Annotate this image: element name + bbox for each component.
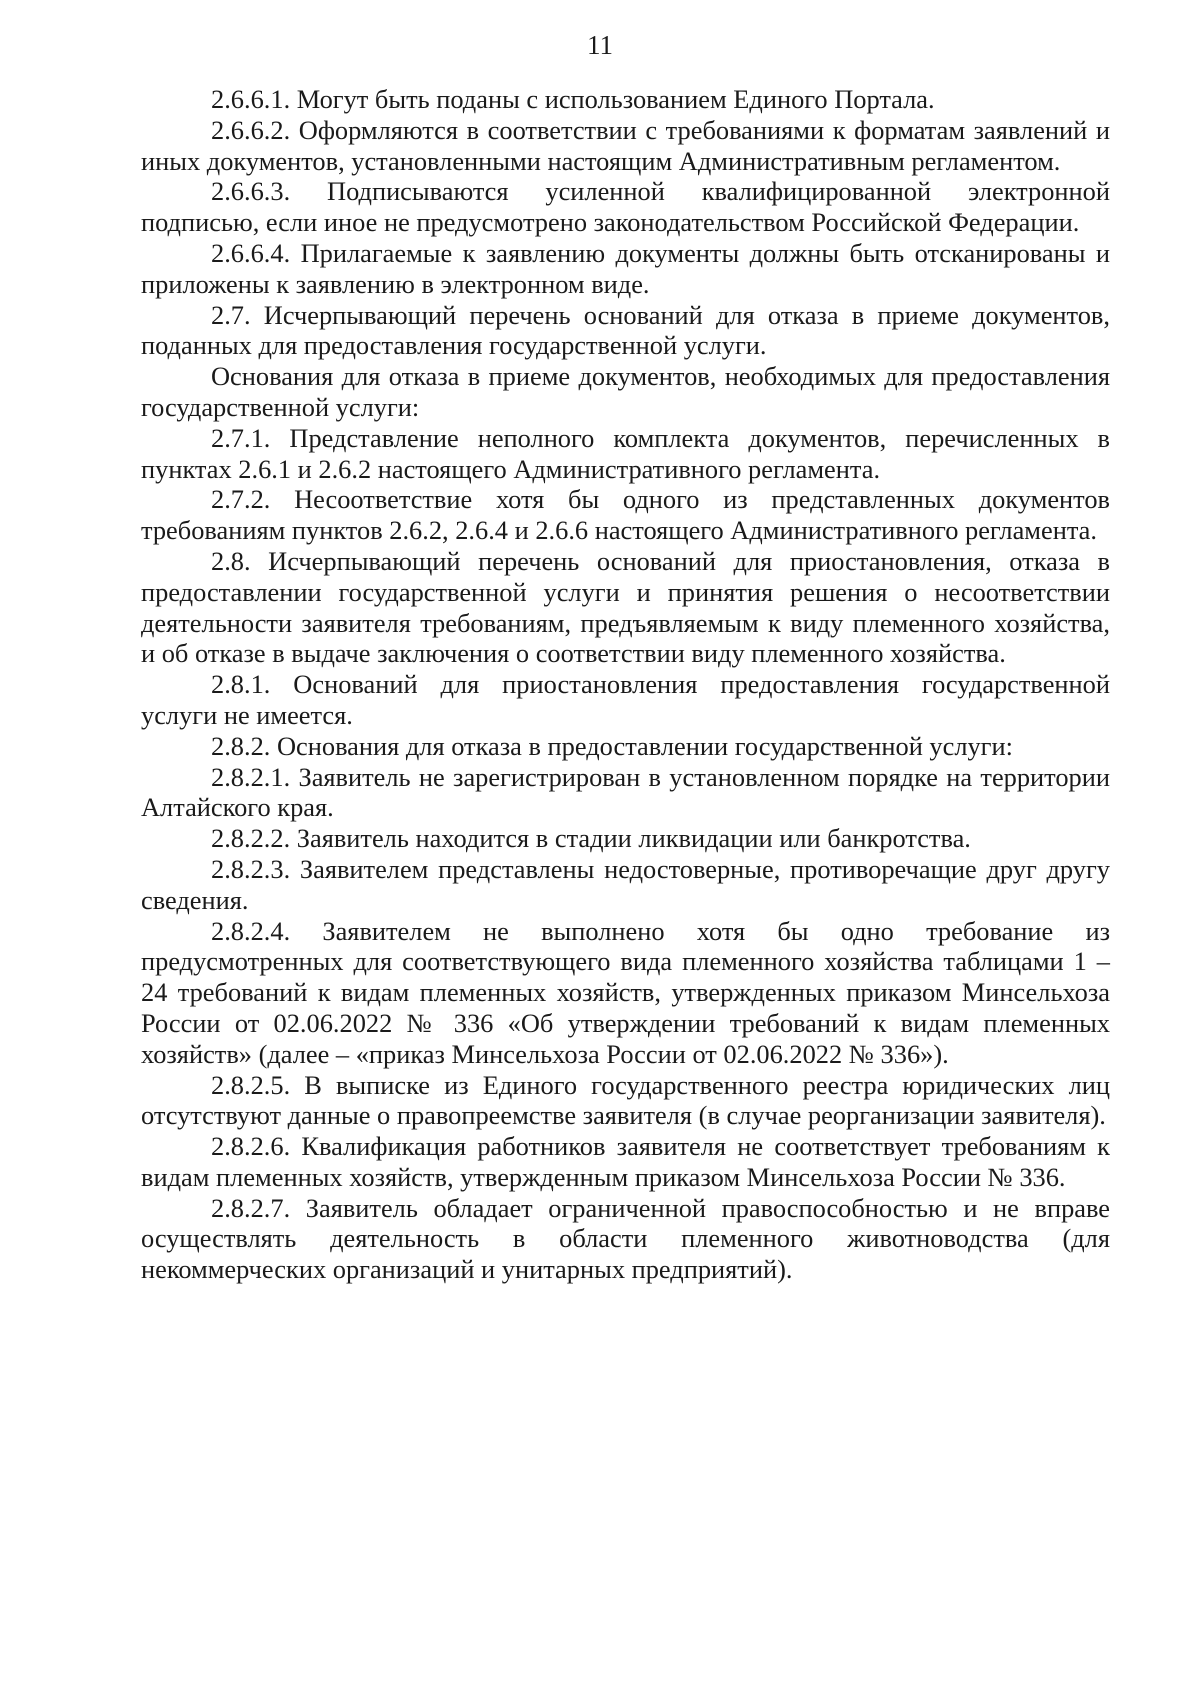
paragraph-2-6-6-3: 2.6.6.3. Подписываются усиленной квалифицированной электронной подписью, если иное не предусмотрено законодательством Российской Федерации. [141, 176, 1110, 238]
paragraph-2-8-2-3: 2.8.2.3. Заявителем представлены недостоверные, противоречащие друг другу сведения. [141, 853, 1110, 915]
paragraph-2-6-6-1: 2.6.6.1. Могут быть поданы с использованием Единого Портала. [211, 84, 935, 114]
page-number: 11 [587, 30, 613, 60]
paragraph-2-8-2-6: 2.8.2.6. Квалификация работников заявителя не соответствует требованиям к видам племенных хозяйств, утвержденным приказом Минсельхоза России № 336. [141, 1131, 1110, 1192]
paragraph-2-8-2-2: 2.8.2.2. Заявитель находится в стадии ликвидации или банкротства. [211, 823, 971, 854]
paragraph-2-8-2-7: 2.8.2.7. Заявитель обладает ограниченной правоспособностью и не вправе осуществлять деятельность в области племенного животноводства (для некоммерческих организаций и унитарных предприятий). [141, 1192, 1110, 1285]
paragraph-refusal-grounds-intro: Основания для отказа в приеме документов, необходимых для предоставления государственной услуги: [141, 361, 1110, 422]
paragraph-2-7: 2.7. Исчерпывающий перечень оснований для отказа в приеме документов, поданных для предоставления государственной услуги. [141, 299, 1110, 361]
paragraph-2-7-1: 2.7.1. Представление неполного комплекта документов, перечисленных в пунктах 2.6.1 и 2.6.2 настоящего Административного регламента. [141, 422, 1110, 484]
paragraph-2-8-2: 2.8.2. Основания для отказа в предоставлении государственной услуги: [211, 730, 1013, 761]
paragraph-2-7-2: 2.7.2. Несоответствие хотя бы одного из представленных документов требованиям пунктов 2.6.2, 2.6.4 и 2.6.6 настоящего Административного регламента. [141, 484, 1110, 546]
paragraph-2-8-1: 2.8.1. Оснований для приостановления предоставления государственной услуги не имеется. [141, 669, 1110, 730]
paragraph-2-8-2-1: 2.8.2.1. Заявитель не зарегистрирован в установленном порядке на территории Алтайского края. [141, 761, 1110, 823]
paragraph-2-6-6-2: 2.6.6.2. Оформляются в соответствии с требованиями к форматам заявлений и иных документов, установленными настоящим Административным регламентом. [141, 114, 1110, 176]
paragraph-2-8-2-5: 2.8.2.5. В выписке из Единого государственного реестра юридических лиц отсутствуют данные о правопреемстве заявителя (в случае реорганизации заявителя). [141, 1069, 1110, 1131]
paragraph-2-8-2-4: 2.8.2.4. Заявителем не выполнено хотя бы одно требование из предусмотренных для соответствующего вида племенного хозяйства таблицами 1 – 24 требований к видам племенных хозяйств, утвержденных приказом Минсельхоза России от 02.06.2022 № 336 «Об утверждении требований к видам племенных хозяйств» (далее – «приказ Минсельхоза России от 02.06.2022 № 336»). [141, 915, 1110, 1069]
paragraph-2-8: 2.8. Исчерпывающий перечень оснований для приостановления, отказа в предоставлении государственной услуги и принятия решения о несоответствии деятельности заявителя требованиям, предъявляемым к виду племенного хозяйства, и об отказе в выдаче заключения о соответствии виду племенного хозяйства. [141, 545, 1110, 669]
paragraph-2-6-6-4: 2.6.6.4. Прилагаемые к заявлению документы должны быть отсканированы и приложены к заявлению в электронном виде. [141, 237, 1110, 299]
document-body [141, 84, 1110, 1285]
